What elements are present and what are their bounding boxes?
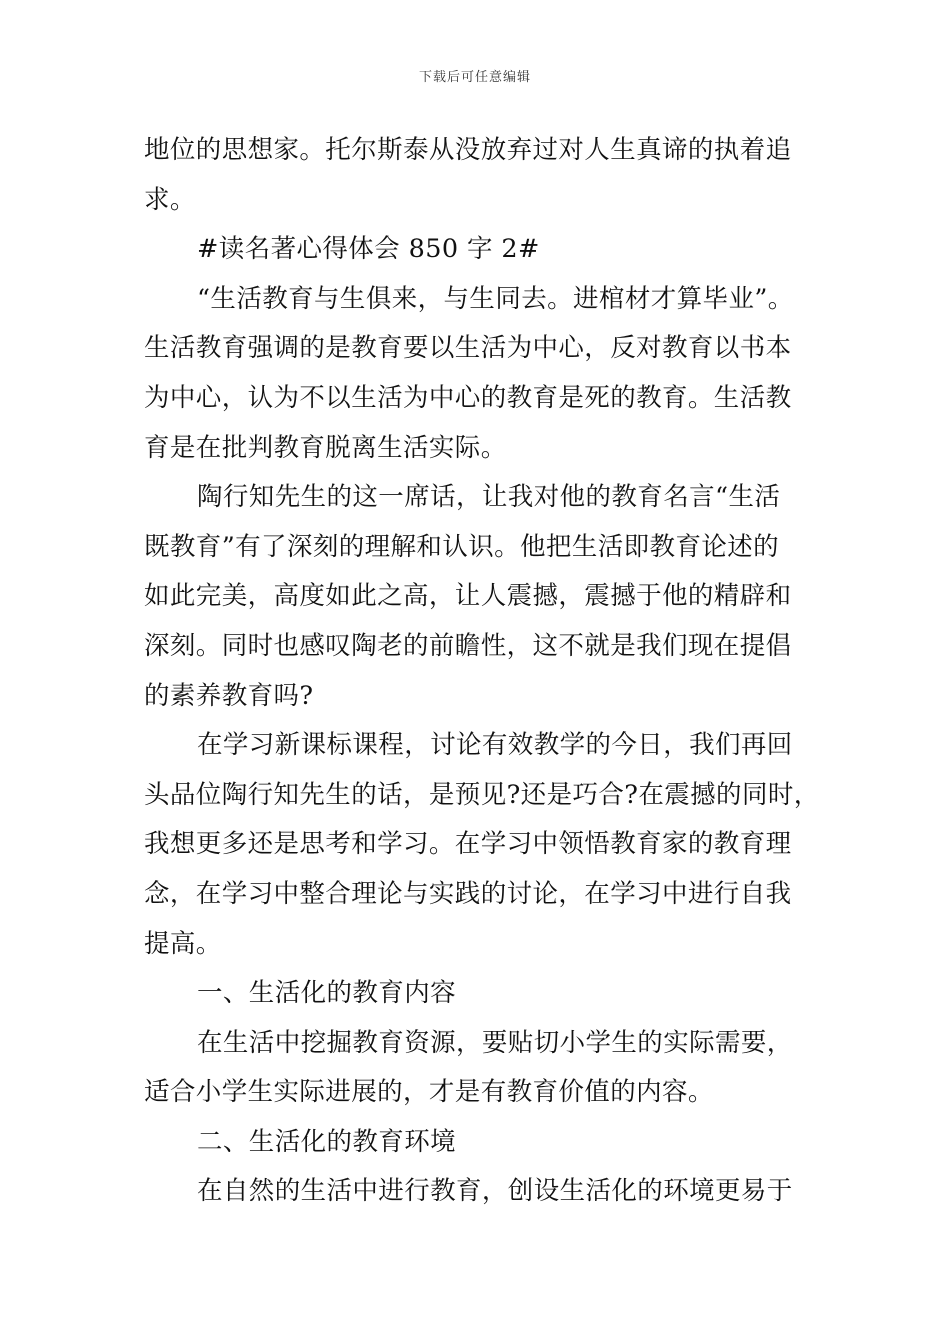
text-line: 育是在批判教育脱离生活实际。 (144, 432, 507, 463)
text-line: 在学习新课标课程，讨论有效教学的今日，我们再回 (197, 730, 793, 761)
section-heading: 一、生活化的教育内容 (197, 978, 457, 1009)
text-line: 陶行知先生的这一席话，让我对他的教育名言“生活 (197, 482, 781, 513)
text-line: 我想更多还是思考和学习。在学习中领悟教育家的教育理 (144, 829, 792, 860)
text-line: 既教育”有了深刻的理解和认识。他把生活即教育论述的 (144, 531, 780, 562)
text-line: 头品位陶行知先生的话，是预见?还是巧合?在震撼的同时， (144, 779, 820, 810)
text-line: 求。 (144, 184, 196, 215)
section-heading: 二、生活化的教育环境 (197, 1126, 457, 1157)
page-header: 下载后可任意编辑 (418, 70, 531, 85)
text-line: 为中心，认为不以生活为中心的教育是死的教育。生活教 (144, 382, 792, 413)
document-body (144, 126, 820, 1217)
text-line: 适合小学生实际进展的，才是有教育价值的内容。 (144, 1077, 714, 1108)
text-line: “生活教育与生俱来，与生同去。进棺材才算毕业”。 (197, 283, 794, 314)
text-line: 在自然的生活中进行教育，创设生活化的环境更易于 (197, 1176, 793, 1207)
text-line: 生活教育强调的是教育要以生活为中心，反对教育以书本 (144, 333, 792, 364)
text-line: 的素养教育吗? (144, 680, 314, 711)
text-line: 地位的思想家。托尔斯泰从没放弃过对人生真谛的执着追 (144, 135, 792, 165)
text-line: 在生活中挖掘教育资源，要贴切小学生的实际需要， (197, 1027, 793, 1058)
text-line: 如此完美，高度如此之高，让人震撼，震撼于他的精辟和 (144, 581, 792, 612)
text-line: 深刻。同时也感叹陶老的前瞻性，这不就是我们现在提倡 (144, 630, 792, 661)
text-line: 念，在学习中整合理论与实践的讨论，在学习中进行自我 (144, 878, 792, 909)
text-line: 提高。 (144, 928, 222, 959)
section-heading: #读名著心得体会 850 字 2# (197, 234, 540, 265)
